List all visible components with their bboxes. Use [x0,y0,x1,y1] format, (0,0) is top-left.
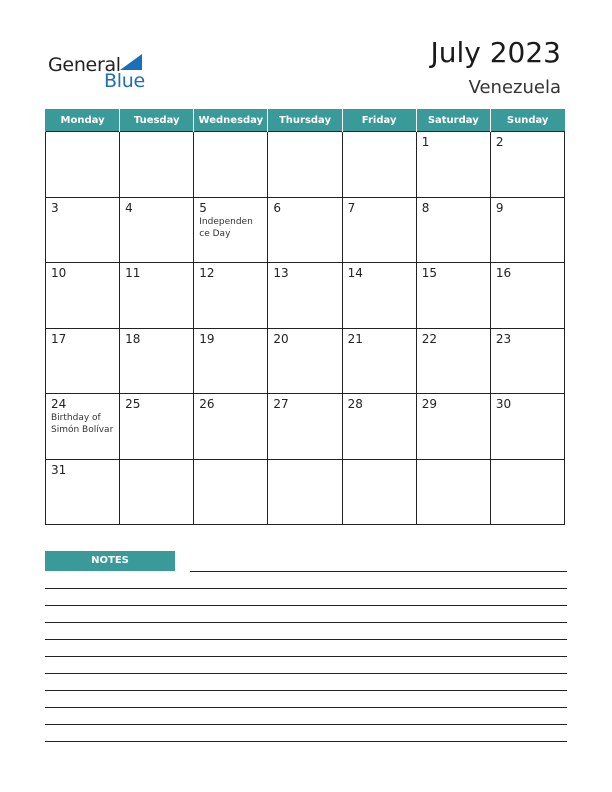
day-cell[interactable] [120,459,194,525]
calendar-title: July 2023 [430,36,561,69]
day-cell[interactable] [194,132,268,198]
day-cell[interactable] [46,197,120,263]
notes-line [45,707,567,708]
day-number: 12 [199,266,215,280]
day-number: 14 [347,266,363,280]
day-number: 22 [421,331,437,346]
day-cell[interactable] [120,394,194,460]
day-cell[interactable] [490,394,564,460]
weekday-header: Thursday [268,109,342,132]
day-number: 6 [273,200,282,215]
day-cell[interactable] [120,263,194,329]
day-number: 18 [125,331,141,346]
calendar-grid [45,109,565,525]
day-cell[interactable] [120,328,194,394]
day-number: 5 [199,200,207,215]
weekday-header-row [46,109,565,132]
brand-logo [48,52,158,92]
weekday-header: Friday [342,109,416,132]
day-cell[interactable] [194,394,268,460]
day-number: 15 [421,266,437,280]
day-number: 17 [51,331,67,346]
day-cell[interactable] [490,328,564,394]
notes-line [45,741,567,742]
day-number: 27 [273,397,289,411]
logo-text-general: General [48,54,121,76]
day-cell[interactable] [416,328,490,394]
day-number: 20 [273,331,289,346]
notes-line [45,673,567,674]
notes-line [45,690,567,691]
day-number: 29 [421,397,437,411]
week-row [46,328,565,394]
notes-line [45,605,567,606]
day-number: 13 [273,266,289,280]
day-cell[interactable] [416,459,490,525]
day-cell[interactable] [268,394,342,460]
day-cell[interactable] [416,197,490,263]
day-cell[interactable] [490,132,564,198]
day-number: 11 [125,266,141,280]
day-number: 4 [125,200,133,215]
holiday-label: Birthday of Simón Bolívar [51,413,114,435]
day-number: 23 [495,331,512,346]
day-number: 8 [421,200,430,215]
weekday-header: Monday [46,109,120,132]
day-number: 3 [51,200,59,215]
day-number: 1 [421,135,430,149]
day-number: 16 [495,266,512,280]
notes-line [45,622,567,623]
notes-line [190,571,567,572]
day-cell[interactable] [268,263,342,329]
week-row [46,459,565,525]
day-cell[interactable] [194,197,268,263]
logo-text-blue: Blue [104,70,145,92]
day-cell[interactable] [46,263,120,329]
notes-line [45,724,567,725]
day-cell[interactable] [416,263,490,329]
day-cell[interactable] [342,132,416,198]
day-cell[interactable] [120,197,194,263]
day-cell[interactable] [490,459,564,525]
notes-line [45,656,567,657]
weekday-header: Saturday [416,109,490,132]
holiday-label: Independen ce Day [199,216,253,239]
day-cell[interactable] [268,132,342,198]
day-number: 31 [51,462,67,477]
day-cell[interactable] [342,328,416,394]
day-cell[interactable] [46,132,120,198]
notes-label: NOTES [45,551,175,571]
day-number: 7 [347,200,356,215]
week-row [46,197,565,263]
day-cell[interactable] [46,394,120,460]
day-number: 10 [51,266,67,280]
day-cell[interactable] [268,197,342,263]
day-cell[interactable] [268,459,342,525]
day-cell[interactable] [120,132,194,198]
logo-triangle-icon [120,54,142,70]
week-row [46,263,565,329]
day-number: 21 [347,331,363,346]
day-number: 30 [495,397,512,411]
day-cell[interactable] [342,394,416,460]
week-row [46,132,565,198]
day-number: 24 [51,397,67,411]
day-number: 28 [347,397,363,411]
day-cell[interactable] [490,263,564,329]
weekday-header: Wednesday [194,109,268,132]
day-cell[interactable] [490,197,564,263]
day-number: 26 [199,397,215,411]
day-cell[interactable] [194,459,268,525]
day-cell[interactable] [342,263,416,329]
weekday-header: Sunday [490,109,564,132]
day-number: 9 [495,200,504,215]
day-number: 19 [199,331,215,346]
day-cell[interactable] [268,328,342,394]
day-cell[interactable] [342,197,416,263]
day-cell[interactable] [194,328,268,394]
notes-line [45,639,567,640]
day-cell[interactable] [46,328,120,394]
day-cell[interactable] [416,132,490,198]
day-cell[interactable] [194,263,268,329]
weekday-header: Tuesday [120,109,194,132]
day-number: 2 [495,135,504,149]
day-number: 25 [125,397,141,411]
calendar-country: Venezuela [468,77,561,98]
week-row [46,394,565,460]
day-cell[interactable] [416,394,490,460]
calendar-body [46,132,565,525]
day-cell[interactable] [342,459,416,525]
notes-line [45,588,567,589]
day-cell[interactable] [46,459,120,525]
